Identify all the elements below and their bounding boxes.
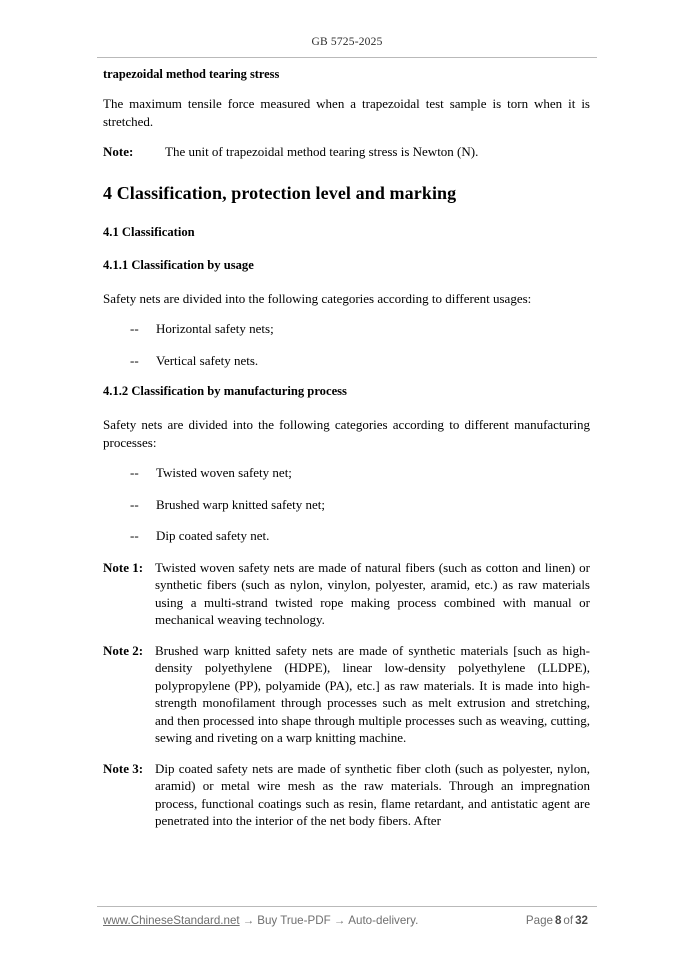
note-label: Note: (103, 144, 134, 159)
section-heading-4: 4 Classification, protection level and marking (103, 182, 457, 203)
list-item-label: Dip coated safety net. (156, 528, 270, 543)
process-note-1 (103, 559, 590, 629)
arrow-right-icon: → (242, 914, 255, 927)
note-text: The unit of trapezoidal method tearing stress is Newton (N). (165, 144, 479, 159)
buy-label: Buy True-PDF (257, 914, 331, 927)
footer-divider (97, 906, 597, 907)
dash-marker-icon: -- (130, 352, 139, 368)
list-item (103, 527, 590, 545)
term-heading: trapezoidal method tearing stress (103, 67, 280, 81)
note-text: Brushed warp knitted safety nets are made of synthetic materials [such as high-density polyethylene (HDPE), linear low-density polyethylene (LLDPE), polypropylene (PP), polyamide (PA), etc.] as raw materials. It is made into high-strength monofilament through processes such as melt extrusion and stretching, and then processed into shape through multiple processes such as weaving, cutting, sewing and riveting on a warp knitting machine. (155, 642, 590, 745)
section-heading-4-1: 4.1 Classification (103, 224, 195, 239)
section-heading-4-1-2: 4.1.2 Classification by manufacturing process (103, 384, 347, 398)
note-text: Twisted woven safety nets are made of natural fibers (such as cotton and linen) or synthetic fibers (such as nylon, vinylon, polyester, aramid, etc.) as raw materials using a multi-strand twisted rope making process combined with manual or mechanical weaving technology. (155, 559, 590, 627)
dash-marker-icon: -- (130, 465, 139, 480)
page-footer (103, 914, 593, 927)
list-item (103, 352, 590, 370)
process-list (103, 464, 590, 545)
term-definition: The maximum tensile force measured when a trapezoidal test sample is torn when it is stretched. (103, 96, 590, 129)
standard-number: GB 5725-2025 (311, 36, 383, 48)
list-item-label: Brushed warp knitted safety net; (156, 496, 325, 512)
section-heading-4-1-1: 4.1.1 Classification by usage (103, 257, 254, 272)
footer-promo (103, 914, 418, 927)
list-item (103, 464, 590, 482)
total-page-number: 32 (575, 914, 588, 927)
dash-marker-icon: -- (130, 528, 139, 543)
list-item-label: Horizontal safety nets; (156, 321, 274, 336)
process-note-3 (103, 760, 590, 830)
usage-list (103, 320, 590, 369)
document-content (103, 66, 590, 843)
dash-marker-icon: -- (130, 321, 139, 336)
list-item-label: Vertical safety nets. (156, 352, 259, 368)
note-label: Note 1: (103, 559, 144, 575)
page-label: Page (525, 914, 553, 927)
process-lead-paragraph: Safety nets are divided into the following categories according to different manufacturing processes: (103, 417, 590, 450)
delivery-label: Auto-delivery. (348, 914, 419, 927)
list-item (103, 320, 590, 338)
page-indicator (526, 914, 593, 927)
page-header (97, 32, 597, 50)
definition-note (103, 143, 590, 161)
list-item (103, 496, 590, 514)
list-item-label: Twisted woven safety net; (156, 465, 292, 480)
website-link[interactable]: www.ChineseStandard.net (103, 914, 240, 927)
note-label: Note 3: (103, 760, 144, 776)
usage-lead-paragraph: Safety nets are divided into the following categories according to different usages: (103, 290, 532, 306)
arrow-right-icon: → (333, 914, 346, 927)
note-text: Dip coated safety nets are made of synthetic fiber cloth (such as polyester, nylon, aramid) or metal wire mesh as the raw materials. Through an impregnation process, functional coatings such as resin, flame retardant, and antistatic agent are penetrated into the interior of the net body fibers. After (155, 760, 590, 828)
dash-marker-icon: -- (130, 496, 139, 512)
of-label: of (563, 914, 574, 927)
process-note-2 (103, 642, 590, 747)
note-label: Note 2: (103, 642, 144, 658)
header-divider (97, 57, 597, 58)
current-page-number: 8 (554, 914, 562, 927)
